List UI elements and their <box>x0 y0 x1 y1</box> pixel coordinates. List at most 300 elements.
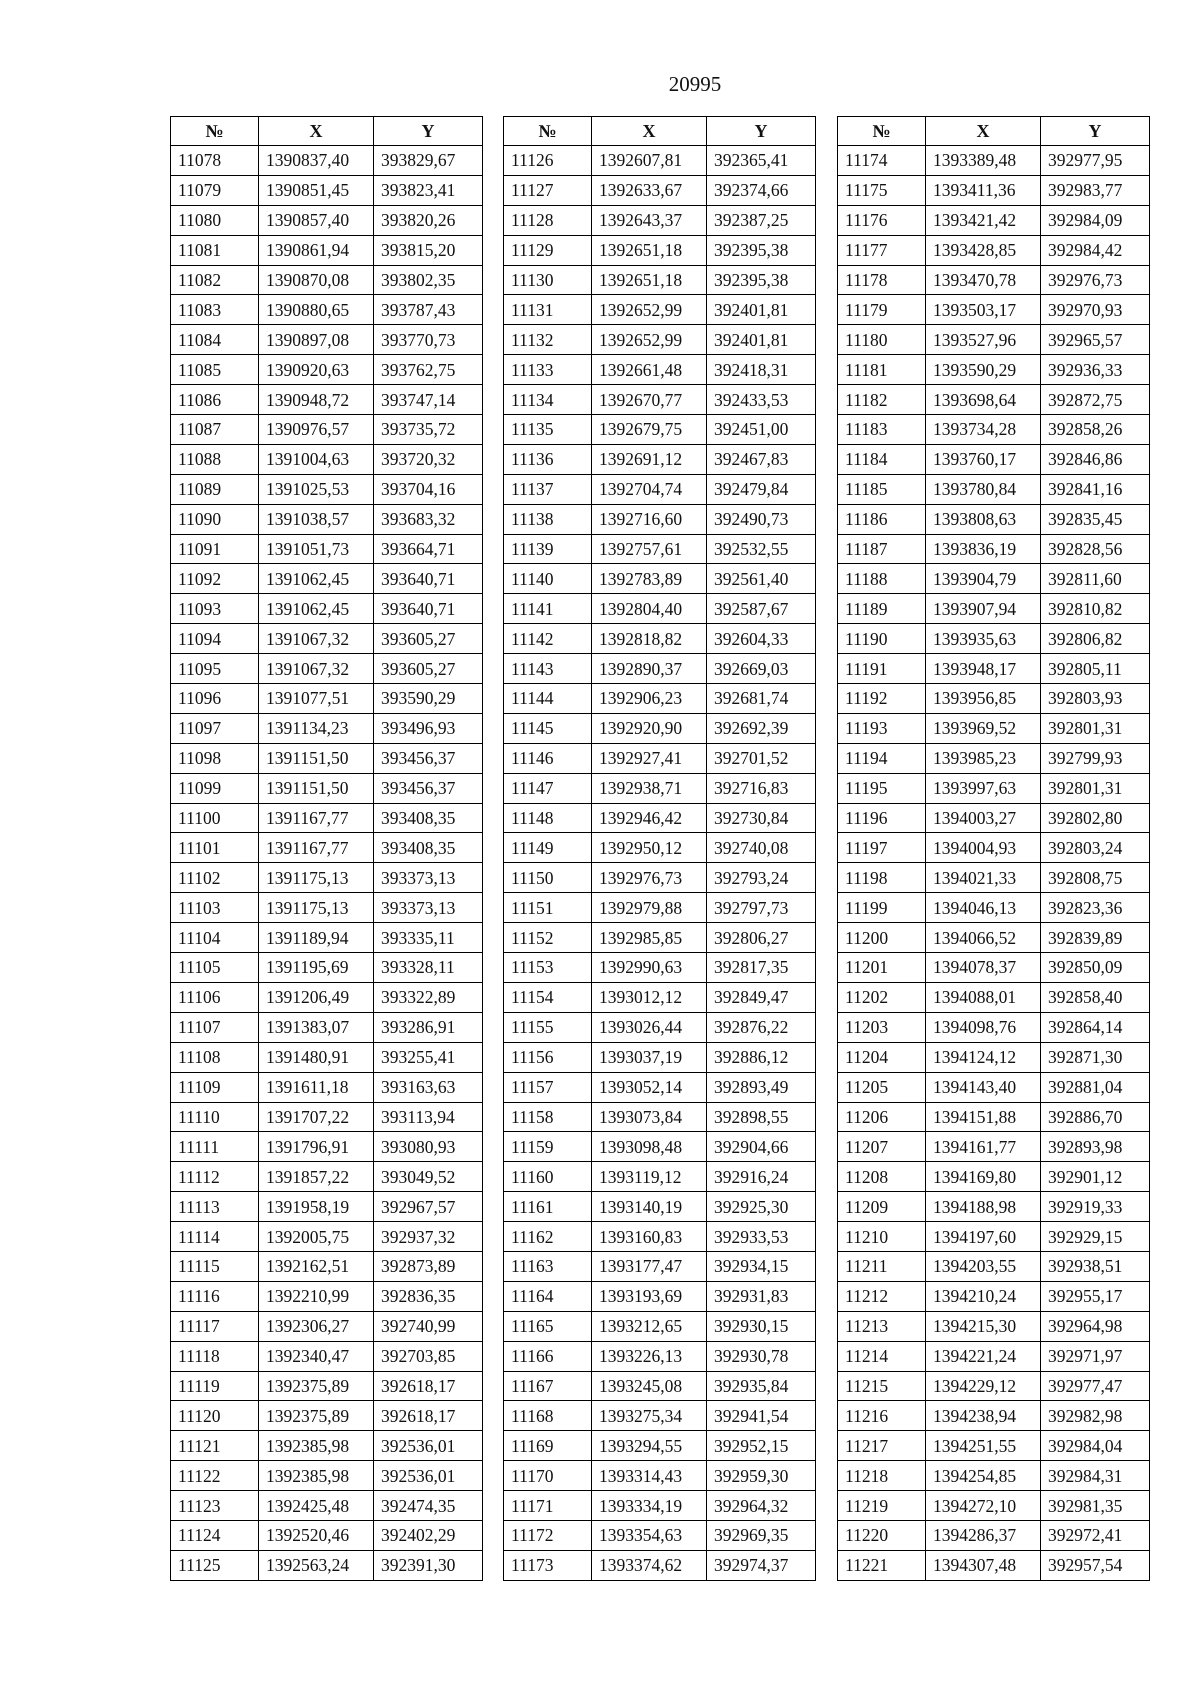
x-coordinate-cell: 1392210,99 <box>259 1281 374 1311</box>
table-row <box>504 1461 816 1491</box>
x-coordinate-cell: 1391062,45 <box>259 594 374 624</box>
x-coordinate-cell: 1391067,32 <box>259 624 374 654</box>
y-coordinate-cell: 393113,94 <box>374 1102 483 1132</box>
y-coordinate-cell: 392740,08 <box>707 833 816 863</box>
x-coordinate-cell: 1394003,27 <box>926 803 1041 833</box>
x-coordinate-cell: 1391206,49 <box>259 982 374 1012</box>
x-coordinate-cell: 1390948,72 <box>259 385 374 415</box>
point-number-cell: 11149 <box>504 833 592 863</box>
x-coordinate-cell: 1392520,46 <box>259 1520 374 1550</box>
table-header-row <box>171 117 483 146</box>
table-row <box>171 1371 483 1401</box>
x-coordinate-cell: 1392661,48 <box>592 355 707 385</box>
table-row <box>838 1012 1150 1042</box>
point-number-cell: 11112 <box>171 1162 259 1192</box>
point-number-cell: 11176 <box>838 205 926 235</box>
x-coordinate-cell: 1394307,48 <box>926 1550 1041 1580</box>
table-row <box>838 474 1150 504</box>
point-number-cell: 11213 <box>838 1311 926 1341</box>
x-coordinate-cell: 1394078,37 <box>926 953 1041 983</box>
point-number-cell: 11122 <box>171 1461 259 1491</box>
x-coordinate-cell: 1393245,08 <box>592 1371 707 1401</box>
y-coordinate-cell: 392806,82 <box>1041 624 1150 654</box>
point-number-cell: 11187 <box>838 534 926 564</box>
point-number-cell: 11177 <box>838 235 926 265</box>
x-coordinate-cell: 1393421,42 <box>926 205 1041 235</box>
x-coordinate-cell: 1394066,52 <box>926 923 1041 953</box>
point-number-cell: 11095 <box>171 654 259 684</box>
y-coordinate-cell: 393590,29 <box>374 684 483 714</box>
table-row <box>504 1102 816 1132</box>
table-row <box>504 1431 816 1461</box>
point-number-cell: 11203 <box>838 1012 926 1042</box>
point-number-cell: 11132 <box>504 325 592 355</box>
y-coordinate-cell: 392864,14 <box>1041 1012 1150 1042</box>
point-number-cell: 11114 <box>171 1222 259 1252</box>
point-number-cell: 11182 <box>838 385 926 415</box>
x-coordinate-cell: 1391025,53 <box>259 474 374 504</box>
point-number-cell: 11208 <box>838 1162 926 1192</box>
coordinates-table-2 <box>503 116 816 1581</box>
table-header-row <box>504 117 816 146</box>
table-row <box>171 1132 483 1162</box>
table-row <box>171 235 483 265</box>
point-number-cell: 11168 <box>504 1401 592 1431</box>
y-coordinate-cell: 392886,70 <box>1041 1102 1150 1132</box>
table-row <box>504 534 816 564</box>
y-coordinate-cell: 392803,93 <box>1041 684 1150 714</box>
x-coordinate-cell: 1392979,88 <box>592 893 707 923</box>
point-number-cell: 11162 <box>504 1222 592 1252</box>
table-row <box>838 863 1150 893</box>
table-row <box>504 205 816 235</box>
coordinate-tables <box>0 116 1200 1606</box>
page-number: 20995 <box>668 72 722 96</box>
point-number-cell: 11127 <box>504 175 592 205</box>
y-coordinate-cell: 392886,12 <box>707 1042 816 1072</box>
x-coordinate-cell: 1394251,55 <box>926 1431 1041 1461</box>
table-row <box>504 833 816 863</box>
x-coordinate-cell: 1392375,89 <box>259 1401 374 1431</box>
x-coordinate-cell: 1392563,24 <box>259 1550 374 1580</box>
x-coordinate-cell: 1394143,40 <box>926 1072 1041 1102</box>
y-coordinate-cell: 392532,55 <box>707 534 816 564</box>
table-row <box>171 175 483 205</box>
table-row <box>838 1401 1150 1431</box>
table-row <box>504 1251 816 1281</box>
point-number-cell: 11096 <box>171 684 259 714</box>
x-coordinate-cell: 1392783,89 <box>592 564 707 594</box>
x-coordinate-cell: 1394021,33 <box>926 863 1041 893</box>
table-row <box>171 1012 483 1042</box>
table-row <box>504 713 816 743</box>
y-coordinate-cell: 392984,04 <box>1041 1431 1150 1461</box>
point-number-cell: 11204 <box>838 1042 926 1072</box>
x-coordinate-cell: 1391175,13 <box>259 863 374 893</box>
table-row <box>838 1431 1150 1461</box>
x-coordinate-cell: 1391151,50 <box>259 773 374 803</box>
column-header-y: Y <box>707 117 816 146</box>
x-coordinate-cell: 1393354,63 <box>592 1520 707 1550</box>
table-row <box>838 743 1150 773</box>
x-coordinate-cell: 1391383,07 <box>259 1012 374 1042</box>
point-number-cell: 11106 <box>171 982 259 1012</box>
y-coordinate-cell: 392536,01 <box>374 1431 483 1461</box>
point-number-cell: 11150 <box>504 863 592 893</box>
y-coordinate-cell: 393080,93 <box>374 1132 483 1162</box>
y-coordinate-cell: 392970,93 <box>1041 295 1150 325</box>
point-number-cell: 11119 <box>171 1371 259 1401</box>
x-coordinate-cell: 1390861,94 <box>259 235 374 265</box>
point-number-cell: 11081 <box>171 235 259 265</box>
table-row <box>171 1251 483 1281</box>
table-row <box>504 265 816 295</box>
x-coordinate-cell: 1393428,85 <box>926 235 1041 265</box>
y-coordinate-cell: 392964,32 <box>707 1491 816 1521</box>
point-number-cell: 11099 <box>171 773 259 803</box>
table-row <box>171 146 483 176</box>
table-row <box>838 1371 1150 1401</box>
table-row <box>171 743 483 773</box>
column-header-y: Y <box>374 117 483 146</box>
y-coordinate-cell: 392793,24 <box>707 863 816 893</box>
point-number-cell: 11178 <box>838 265 926 295</box>
y-coordinate-cell: 392803,24 <box>1041 833 1150 863</box>
y-coordinate-cell: 393605,27 <box>374 654 483 684</box>
y-coordinate-cell: 392983,77 <box>1041 175 1150 205</box>
point-number-cell: 11197 <box>838 833 926 863</box>
point-number-cell: 11123 <box>171 1491 259 1521</box>
y-coordinate-cell: 392938,51 <box>1041 1251 1150 1281</box>
table-row <box>838 923 1150 953</box>
point-number-cell: 11193 <box>838 713 926 743</box>
table-row <box>838 1341 1150 1371</box>
table-row <box>504 1012 816 1042</box>
y-coordinate-cell: 393747,14 <box>374 385 483 415</box>
point-number-cell: 11174 <box>838 146 926 176</box>
x-coordinate-cell: 1393177,47 <box>592 1251 707 1281</box>
x-coordinate-cell: 1392927,41 <box>592 743 707 773</box>
x-coordinate-cell: 1393073,84 <box>592 1102 707 1132</box>
point-number-cell: 11084 <box>171 325 259 355</box>
table-row <box>838 444 1150 474</box>
x-coordinate-cell: 1390851,45 <box>259 175 374 205</box>
x-coordinate-cell: 1392679,75 <box>592 415 707 445</box>
table-row <box>838 1311 1150 1341</box>
y-coordinate-cell: 393735,72 <box>374 415 483 445</box>
y-coordinate-cell: 392965,57 <box>1041 325 1150 355</box>
y-coordinate-cell: 392901,12 <box>1041 1162 1150 1192</box>
y-coordinate-cell: 392974,37 <box>707 1550 816 1580</box>
point-number-cell: 11088 <box>171 444 259 474</box>
x-coordinate-cell: 1393904,79 <box>926 564 1041 594</box>
x-coordinate-cell: 1390837,40 <box>259 146 374 176</box>
point-number-cell: 11092 <box>171 564 259 594</box>
y-coordinate-cell: 392692,39 <box>707 713 816 743</box>
x-coordinate-cell: 1394088,01 <box>926 982 1041 1012</box>
x-coordinate-cell: 1393193,69 <box>592 1281 707 1311</box>
table-row <box>838 803 1150 833</box>
x-coordinate-cell: 1392306,27 <box>259 1311 374 1341</box>
table-row <box>838 833 1150 863</box>
point-number-cell: 11173 <box>504 1550 592 1580</box>
point-number-cell: 11179 <box>838 295 926 325</box>
y-coordinate-cell: 393704,16 <box>374 474 483 504</box>
point-number-cell: 11086 <box>171 385 259 415</box>
point-number-cell: 11140 <box>504 564 592 594</box>
table-row <box>504 1341 816 1371</box>
table-row <box>171 1192 483 1222</box>
x-coordinate-cell: 1392643,37 <box>592 205 707 235</box>
x-coordinate-cell: 1393294,55 <box>592 1431 707 1461</box>
point-number-cell: 11215 <box>838 1371 926 1401</box>
y-coordinate-cell: 392873,89 <box>374 1251 483 1281</box>
y-coordinate-cell: 392850,09 <box>1041 953 1150 983</box>
point-number-cell: 11115 <box>171 1251 259 1281</box>
point-number-cell: 11109 <box>171 1072 259 1102</box>
table-row <box>504 624 816 654</box>
table-row <box>504 1072 816 1102</box>
y-coordinate-cell: 392740,99 <box>374 1311 483 1341</box>
y-coordinate-cell: 392801,31 <box>1041 773 1150 803</box>
x-coordinate-cell: 1392920,90 <box>592 713 707 743</box>
y-coordinate-cell: 392967,57 <box>374 1192 483 1222</box>
y-coordinate-cell: 392802,80 <box>1041 803 1150 833</box>
table-row <box>838 1222 1150 1252</box>
point-number-cell: 11200 <box>838 923 926 953</box>
table-row <box>171 205 483 235</box>
table-row <box>504 923 816 953</box>
point-number-cell: 11146 <box>504 743 592 773</box>
table-row <box>504 982 816 1012</box>
point-number-cell: 11191 <box>838 654 926 684</box>
table-row <box>504 444 816 474</box>
x-coordinate-cell: 1393985,23 <box>926 743 1041 773</box>
table-row <box>171 295 483 325</box>
y-coordinate-cell: 392401,81 <box>707 295 816 325</box>
point-number-cell: 11180 <box>838 325 926 355</box>
point-number-cell: 11218 <box>838 1461 926 1491</box>
table-row <box>171 1102 483 1132</box>
table-row <box>504 1042 816 1072</box>
table-row <box>171 1461 483 1491</box>
point-number-cell: 11183 <box>838 415 926 445</box>
x-coordinate-cell: 1394254,85 <box>926 1461 1041 1491</box>
x-coordinate-cell: 1394229,12 <box>926 1371 1041 1401</box>
point-number-cell: 11105 <box>171 953 259 983</box>
x-coordinate-cell: 1394169,80 <box>926 1162 1041 1192</box>
y-coordinate-cell: 392587,67 <box>707 594 816 624</box>
column-header-x: X <box>259 117 374 146</box>
x-coordinate-cell: 1393334,19 <box>592 1491 707 1521</box>
point-number-cell: 11199 <box>838 893 926 923</box>
y-coordinate-cell: 393770,73 <box>374 325 483 355</box>
point-number-cell: 11113 <box>171 1192 259 1222</box>
point-number-cell: 11214 <box>838 1341 926 1371</box>
y-coordinate-cell: 392618,17 <box>374 1401 483 1431</box>
table-row <box>171 534 483 564</box>
y-coordinate-cell: 392841,16 <box>1041 474 1150 504</box>
point-number-cell: 11152 <box>504 923 592 953</box>
x-coordinate-cell: 1394151,88 <box>926 1102 1041 1132</box>
y-coordinate-cell: 392935,84 <box>707 1371 816 1401</box>
y-coordinate-cell: 392811,60 <box>1041 564 1150 594</box>
y-coordinate-cell: 392858,26 <box>1041 415 1150 445</box>
y-coordinate-cell: 393496,93 <box>374 713 483 743</box>
y-coordinate-cell: 392828,56 <box>1041 534 1150 564</box>
point-number-cell: 11186 <box>838 504 926 534</box>
table-row <box>504 325 816 355</box>
y-coordinate-cell: 392937,32 <box>374 1222 483 1252</box>
point-number-cell: 11138 <box>504 504 592 534</box>
x-coordinate-cell: 1392757,61 <box>592 534 707 564</box>
x-coordinate-cell: 1394238,94 <box>926 1401 1041 1431</box>
table-row <box>838 594 1150 624</box>
table-row <box>838 295 1150 325</box>
table-row <box>838 624 1150 654</box>
x-coordinate-cell: 1394286,37 <box>926 1520 1041 1550</box>
table-row <box>171 982 483 1012</box>
x-coordinate-cell: 1393808,63 <box>926 504 1041 534</box>
y-coordinate-cell: 392806,27 <box>707 923 816 953</box>
x-coordinate-cell: 1392651,18 <box>592 235 707 265</box>
x-coordinate-cell: 1392990,63 <box>592 953 707 983</box>
point-number-cell: 11085 <box>171 355 259 385</box>
y-coordinate-cell: 393802,35 <box>374 265 483 295</box>
x-coordinate-cell: 1394004,93 <box>926 833 1041 863</box>
table-row <box>171 624 483 654</box>
point-number-cell: 11104 <box>171 923 259 953</box>
point-number-cell: 11169 <box>504 1431 592 1461</box>
point-number-cell: 11093 <box>171 594 259 624</box>
x-coordinate-cell: 1394046,13 <box>926 893 1041 923</box>
x-coordinate-cell: 1390880,65 <box>259 295 374 325</box>
point-number-cell: 11205 <box>838 1072 926 1102</box>
x-coordinate-cell: 1391077,51 <box>259 684 374 714</box>
x-coordinate-cell: 1390976,57 <box>259 415 374 445</box>
x-coordinate-cell: 1391062,45 <box>259 564 374 594</box>
table-row <box>171 594 483 624</box>
table-row <box>171 1162 483 1192</box>
point-number-cell: 11110 <box>171 1102 259 1132</box>
y-coordinate-cell: 393286,91 <box>374 1012 483 1042</box>
y-coordinate-cell: 392467,83 <box>707 444 816 474</box>
y-coordinate-cell: 392618,17 <box>374 1371 483 1401</box>
point-number-cell: 11210 <box>838 1222 926 1252</box>
table-row <box>171 564 483 594</box>
point-number-cell: 11107 <box>171 1012 259 1042</box>
table-row <box>838 1251 1150 1281</box>
y-coordinate-cell: 393408,35 <box>374 833 483 863</box>
table-row <box>504 235 816 265</box>
y-coordinate-cell: 392941,54 <box>707 1401 816 1431</box>
table-row <box>838 415 1150 445</box>
point-number-cell: 11209 <box>838 1192 926 1222</box>
x-coordinate-cell: 1391038,57 <box>259 504 374 534</box>
x-coordinate-cell: 1391958,19 <box>259 1192 374 1222</box>
x-coordinate-cell: 1393470,78 <box>926 265 1041 295</box>
point-number-cell: 11091 <box>171 534 259 564</box>
point-number-cell: 11212 <box>838 1281 926 1311</box>
y-coordinate-cell: 392929,15 <box>1041 1222 1150 1252</box>
table-row <box>838 1162 1150 1192</box>
table-row <box>504 1132 816 1162</box>
point-number-cell: 11181 <box>838 355 926 385</box>
x-coordinate-cell: 1392375,89 <box>259 1371 374 1401</box>
point-number-cell: 11097 <box>171 713 259 743</box>
table-row <box>504 893 816 923</box>
point-number-cell: 11117 <box>171 1311 259 1341</box>
table-row <box>838 1520 1150 1550</box>
y-coordinate-cell: 392395,38 <box>707 265 816 295</box>
point-number-cell: 11090 <box>171 504 259 534</box>
table-row <box>838 953 1150 983</box>
point-number-cell: 11220 <box>838 1520 926 1550</box>
y-coordinate-cell: 392836,35 <box>374 1281 483 1311</box>
x-coordinate-cell: 1392005,75 <box>259 1222 374 1252</box>
table-row <box>504 803 816 833</box>
x-coordinate-cell: 1394161,77 <box>926 1132 1041 1162</box>
y-coordinate-cell: 392387,25 <box>707 205 816 235</box>
y-coordinate-cell: 392730,84 <box>707 803 816 833</box>
x-coordinate-cell: 1392946,42 <box>592 803 707 833</box>
y-coordinate-cell: 392479,84 <box>707 474 816 504</box>
table-row <box>838 205 1150 235</box>
x-coordinate-cell: 1391134,23 <box>259 713 374 743</box>
table-row <box>171 803 483 833</box>
point-number-cell: 11158 <box>504 1102 592 1132</box>
x-coordinate-cell: 1392633,67 <box>592 175 707 205</box>
y-coordinate-cell: 393328,11 <box>374 953 483 983</box>
x-coordinate-cell: 1391857,22 <box>259 1162 374 1192</box>
table-row <box>171 1072 483 1102</box>
x-coordinate-cell: 1391611,18 <box>259 1072 374 1102</box>
x-coordinate-cell: 1391051,73 <box>259 534 374 564</box>
table-row <box>504 504 816 534</box>
table-row <box>504 385 816 415</box>
column-header-y: Y <box>1041 117 1150 146</box>
x-coordinate-cell: 1393037,19 <box>592 1042 707 1072</box>
column-header-x: X <box>592 117 707 146</box>
y-coordinate-cell: 392799,93 <box>1041 743 1150 773</box>
x-coordinate-cell: 1391195,69 <box>259 953 374 983</box>
table-row <box>504 1520 816 1550</box>
y-coordinate-cell: 393823,41 <box>374 175 483 205</box>
point-number-cell: 11201 <box>838 953 926 983</box>
table-row <box>504 295 816 325</box>
x-coordinate-cell: 1394124,12 <box>926 1042 1041 1072</box>
point-number-cell: 11196 <box>838 803 926 833</box>
point-number-cell: 11134 <box>504 385 592 415</box>
x-coordinate-cell: 1391167,77 <box>259 833 374 863</box>
y-coordinate-cell: 392374,66 <box>707 175 816 205</box>
x-coordinate-cell: 1394221,24 <box>926 1341 1041 1371</box>
table-row <box>504 773 816 803</box>
y-coordinate-cell: 392984,09 <box>1041 205 1150 235</box>
x-coordinate-cell: 1393935,63 <box>926 624 1041 654</box>
point-number-cell: 11124 <box>171 1520 259 1550</box>
y-coordinate-cell: 392823,36 <box>1041 893 1150 923</box>
table-row <box>171 654 483 684</box>
y-coordinate-cell: 392536,01 <box>374 1461 483 1491</box>
y-coordinate-cell: 392669,03 <box>707 654 816 684</box>
point-number-cell: 11128 <box>504 205 592 235</box>
y-coordinate-cell: 392981,35 <box>1041 1491 1150 1521</box>
y-coordinate-cell: 392681,74 <box>707 684 816 714</box>
x-coordinate-cell: 1393314,43 <box>592 1461 707 1491</box>
point-number-cell: 11171 <box>504 1491 592 1521</box>
y-coordinate-cell: 392858,40 <box>1041 982 1150 1012</box>
